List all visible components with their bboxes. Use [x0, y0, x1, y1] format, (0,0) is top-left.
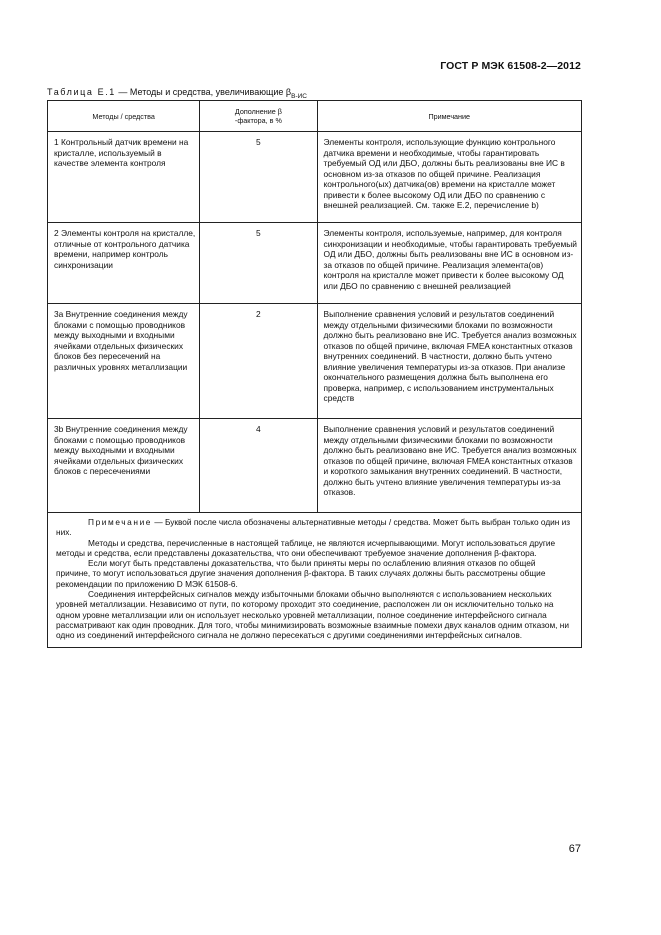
page-number: 67 [568, 843, 581, 855]
footnote-paragraph [56, 517, 571, 538]
table-caption-text: Методы и средства, увеличивающие β [129, 87, 292, 97]
table-caption-label: Таблица Е.1 [47, 87, 116, 97]
note-cell: Элементы контроля, использующие функцию контрольного датчика времени и необходимые, чтобы гарантировать требуемый ОД или ДБО, должны быть реализованы вне ИС в основном из-за отказов по общей причине. Реализация контрольного(ых) датчика(ов) времени на кристалле может привести к более высокому ОД или ДБО по сравнению с внешней реализацией. См. также Е.2, перечисление b) [317, 132, 582, 223]
methods-table [47, 100, 582, 648]
footnote-row [48, 513, 582, 648]
table-row [48, 419, 582, 513]
method-cell: 3b Внутренние соединения между блоками с помощью проводников между выходными и входными ячейками отдельных физических блоков с пересечениями [48, 419, 200, 513]
footnote-cell [48, 513, 582, 648]
note-cell: Элементы контроля, используемые, например, для контроля синхронизации и необходимые, чтобы гарантировать требуемый ОД или ДБО, должны быть реализованы вне ИС в основном из-за отказов по общей причине. Реализация элемента(ов) контроля на кристалле может привести к более высокому ОД или ДБО по сравнению с внешней реализацией [317, 223, 582, 304]
table-caption [47, 87, 307, 100]
method-cell: 3a Внутренние соединения между блоками с помощью проводников между выходными и входными ячейками отдельных физических блоков без пересечений на различных уровнях металлизации [48, 304, 200, 419]
factor-cell: 4 [200, 419, 317, 513]
footnote-paragraph: Если могут быть представлены доказательства, что были приняты меры по ослаблению влияния отказов по общей причине, то могут использоваться другие значения дополнения β-фактора. В таких случаях должны быть рассмотрены общие рекомендации по приложению D МЭК 61508-6. [56, 558, 546, 589]
column-header-beta-factor: Дополнение β -фактора, в % [200, 101, 317, 132]
table-header-row [48, 101, 582, 132]
method-cell: 1 Контрольный датчик времени на кристалле, используемый в качестве элемента контроля [48, 132, 200, 223]
standard-designation: ГОСТ Р МЭК 61508-2—2012 [440, 60, 581, 72]
factor-cell: 5 [200, 223, 317, 304]
table-row [48, 223, 582, 304]
note-cell: Выполнение сравнения условий и результатов соединений между отдельными физическими блоками по возможности должно быть реализовано вне ИС. Требуется анализ возможных отказов по общей причине, включая FMEA константных отказов и короткого замыкания внутренних соединений. В частности, должно быть учтено влияние увеличения температуры из-за отказов. [317, 419, 582, 513]
table-row [48, 132, 582, 223]
table-row [48, 304, 582, 419]
footnote-text: — Буквой после числа обозначены альтернативные методы / средства. Может быть выбран только один из них. [56, 517, 571, 538]
column-header-note: Примечание [317, 101, 582, 132]
factor-cell: 5 [200, 132, 317, 223]
note-cell: Выполнение сравнения условий и результатов соединений между отдельными физическими блоками по возможности должно быть реализовано вне ИС. Требуется анализ возможных отказов по общей причине, включая FMEA константных отказов внутренних соединений. В частности, должно быть учтено влияние увеличения температуры из-за отказов. При анализе окончательного размещения должна быть выполнена его проверка, например, с использованием инструментальных средств [317, 304, 582, 419]
column-header-methods: Методы / средства [48, 101, 200, 132]
table-caption-dash: — [115, 87, 130, 97]
table-caption-subscript: B-ИС [291, 92, 307, 100]
factor-cell: 2 [200, 304, 317, 419]
footnote-paragraph: Соединения интерфейсных сигналов между избыточными блоками обычно выполняются с использованием нескольких уровней металлизации. Независимо от пути, по которому проходит это соединение, расположен ли он исключительно только на одном уровне металлизации или он использует несколько уровней металлизации, полное соединение интерфейсного сигнала рассматривают как один проводник. Для того, чтобы минимизировать возможные взаимные помехи двух каналов одним отказом, ни одно из соединений интерфейсного сигнала не должно пересекаться с другими соединениями интерфейсных сигналов. [56, 589, 569, 641]
method-cell: 2 Элементы контроля на кристалле, отличные от контрольного датчика времени, например контроль синхронизации [48, 223, 200, 304]
footnote-head: Примечание [88, 517, 153, 527]
footnote-paragraph: Методы и средства, перечисленные в настоящей таблице, не являются исчерпывающими. Могут использоваться другие методы и средства, если представлены доказательства, что они обеспечивают требуемое значение дополнения β-фактора. [56, 537, 556, 558]
